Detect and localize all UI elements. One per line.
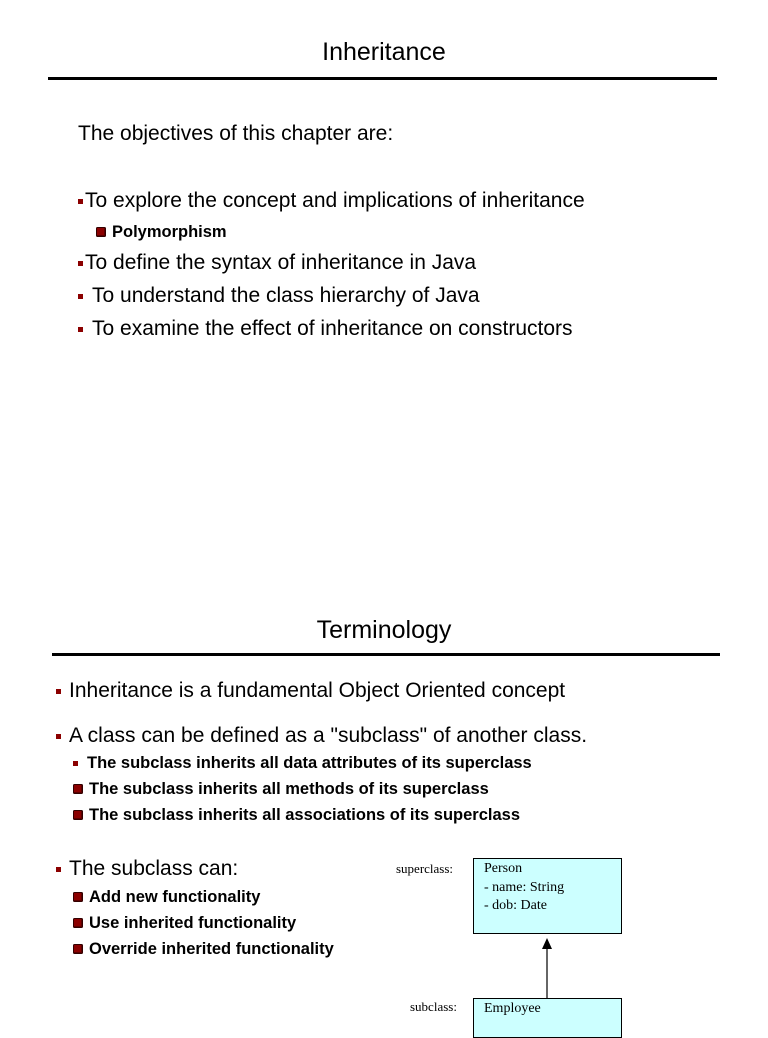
objective-text: To define the syntax of inheritance in Java <box>85 251 477 274</box>
objective-bullet <box>78 283 480 309</box>
terminology-subbullet <box>73 939 334 959</box>
terminology-bullet <box>56 678 565 704</box>
objective-bullet <box>78 188 585 214</box>
title-rule <box>48 77 717 80</box>
superclass-person-box <box>473 858 622 934</box>
objective-bullet <box>78 250 476 276</box>
terminology-subbullet <box>73 805 520 825</box>
bullet-square-icon <box>73 944 83 954</box>
uml-class-name: Person <box>484 861 523 876</box>
objective-text: To explore the concept and implications of inheritance <box>85 189 585 212</box>
bullet-square-icon <box>56 734 61 739</box>
bullet-square-icon <box>73 892 83 902</box>
terminology-subtext: The subclass inherits all associations of its superclass <box>89 806 520 824</box>
bullet-square-icon <box>78 199 83 204</box>
slide-title-terminology: Terminology <box>316 616 452 644</box>
bullet-square-icon <box>78 261 83 266</box>
uml-class-name: Employee <box>484 1001 541 1016</box>
objective-subbullet <box>96 222 227 242</box>
objective-subtext: Polymorphism <box>112 223 227 241</box>
terminology-subtext: The subclass inherits all data attributes of its superclass <box>87 754 532 772</box>
subclass-label: subclass: <box>410 999 457 1014</box>
terminology-text: A class can be defined as a "subclass" of another class. <box>69 724 588 747</box>
objective-bullet <box>78 316 573 342</box>
bullet-square-icon <box>73 784 83 794</box>
superclass-label: superclass: <box>396 861 454 876</box>
uml-attribute: - name: String <box>484 879 565 895</box>
objective-text: To understand the class hierarchy of Java <box>92 284 480 307</box>
bullet-square-icon <box>73 761 78 766</box>
terminology-subtext: Override inherited functionality <box>89 940 334 958</box>
bullet-square-icon <box>73 810 83 820</box>
terminology-subbullet <box>73 887 260 907</box>
terminology-bullet <box>56 723 587 749</box>
slide-title-inheritance: Inheritance <box>322 38 446 66</box>
terminology-subbullet <box>73 753 532 773</box>
bullet-square-icon <box>78 327 83 332</box>
terminology-subtext: Add new functionality <box>89 888 261 906</box>
arrow-head-icon <box>542 938 552 949</box>
title-rule <box>52 653 720 656</box>
terminology-subbullet <box>73 913 296 933</box>
bullet-square-icon <box>78 294 83 299</box>
objectives-intro <box>78 121 393 147</box>
terminology-subtext: The subclass inherits all methods of its superclass <box>89 780 489 798</box>
uml-attribute: - dob: Date <box>484 898 547 913</box>
inheritance-arrow <box>537 938 557 1000</box>
terminology-bullet <box>56 856 238 882</box>
objective-text: To examine the effect of inheritance on constructors <box>92 317 573 340</box>
objectives-intro-text: The objectives of this chapter are: <box>78 122 394 145</box>
terminology-subtext: Use inherited functionality <box>89 914 297 932</box>
terminology-text: Inheritance is a fundamental Object Oriented concept <box>69 679 566 702</box>
bullet-square-icon <box>56 689 61 694</box>
bullet-square-icon <box>56 867 61 872</box>
bullet-square-icon <box>73 918 83 928</box>
bullet-square-icon <box>96 227 106 237</box>
terminology-text: The subclass can: <box>69 857 239 880</box>
subclass-employee-box <box>473 998 622 1038</box>
terminology-subbullet <box>73 779 489 799</box>
